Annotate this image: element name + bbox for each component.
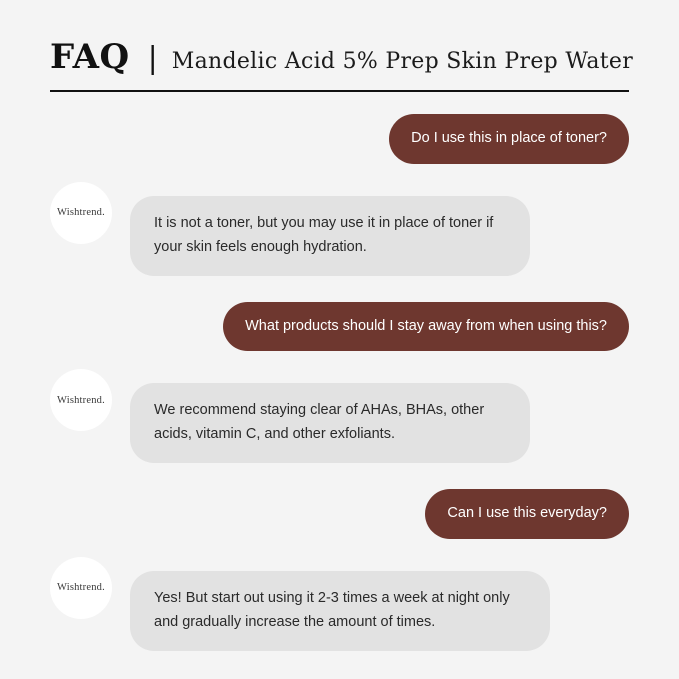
- question-row: [50, 114, 629, 164]
- answer-row: [50, 557, 629, 651]
- avatar-label: Wishtrend.: [57, 582, 105, 594]
- answer-row: [50, 182, 629, 276]
- header-divider: [50, 90, 629, 92]
- qa-item: [50, 489, 629, 677]
- question-bubble: What products should I stay away from when using this?: [223, 302, 629, 352]
- answer-row: [50, 369, 629, 463]
- question-bubble: Can I use this everyday?: [425, 489, 629, 539]
- avatar: [50, 182, 112, 244]
- qa-item: [50, 302, 629, 490]
- avatar: [50, 369, 112, 431]
- faq-conversation: [50, 114, 629, 677]
- answer-bubble: We recommend staying clear of AHAs, BHAs, other acids, vitamin C, and other exfoliants.: [130, 383, 530, 463]
- question-row: [50, 489, 629, 539]
- avatar: [50, 557, 112, 619]
- question-bubble: Do I use this in place of toner?: [389, 114, 629, 164]
- avatar-label: Wishtrend.: [57, 394, 105, 406]
- page-title: FAQ: [50, 37, 130, 77]
- qa-item: [50, 114, 629, 302]
- avatar-label: Wishtrend.: [57, 207, 105, 219]
- answer-bubble: It is not a toner, but you may use it in place of toner if your skin feels enough hydration.: [130, 196, 530, 276]
- product-name: Mandelic Acid 5% Prep Skin Prep Water: [171, 49, 634, 74]
- title-separator: |: [147, 41, 158, 76]
- question-row: [50, 302, 629, 352]
- page-header: [50, 37, 634, 90]
- answer-bubble: Yes! But start out using it 2-3 times a week at night only and gradually increase the amount of times.: [130, 571, 550, 651]
